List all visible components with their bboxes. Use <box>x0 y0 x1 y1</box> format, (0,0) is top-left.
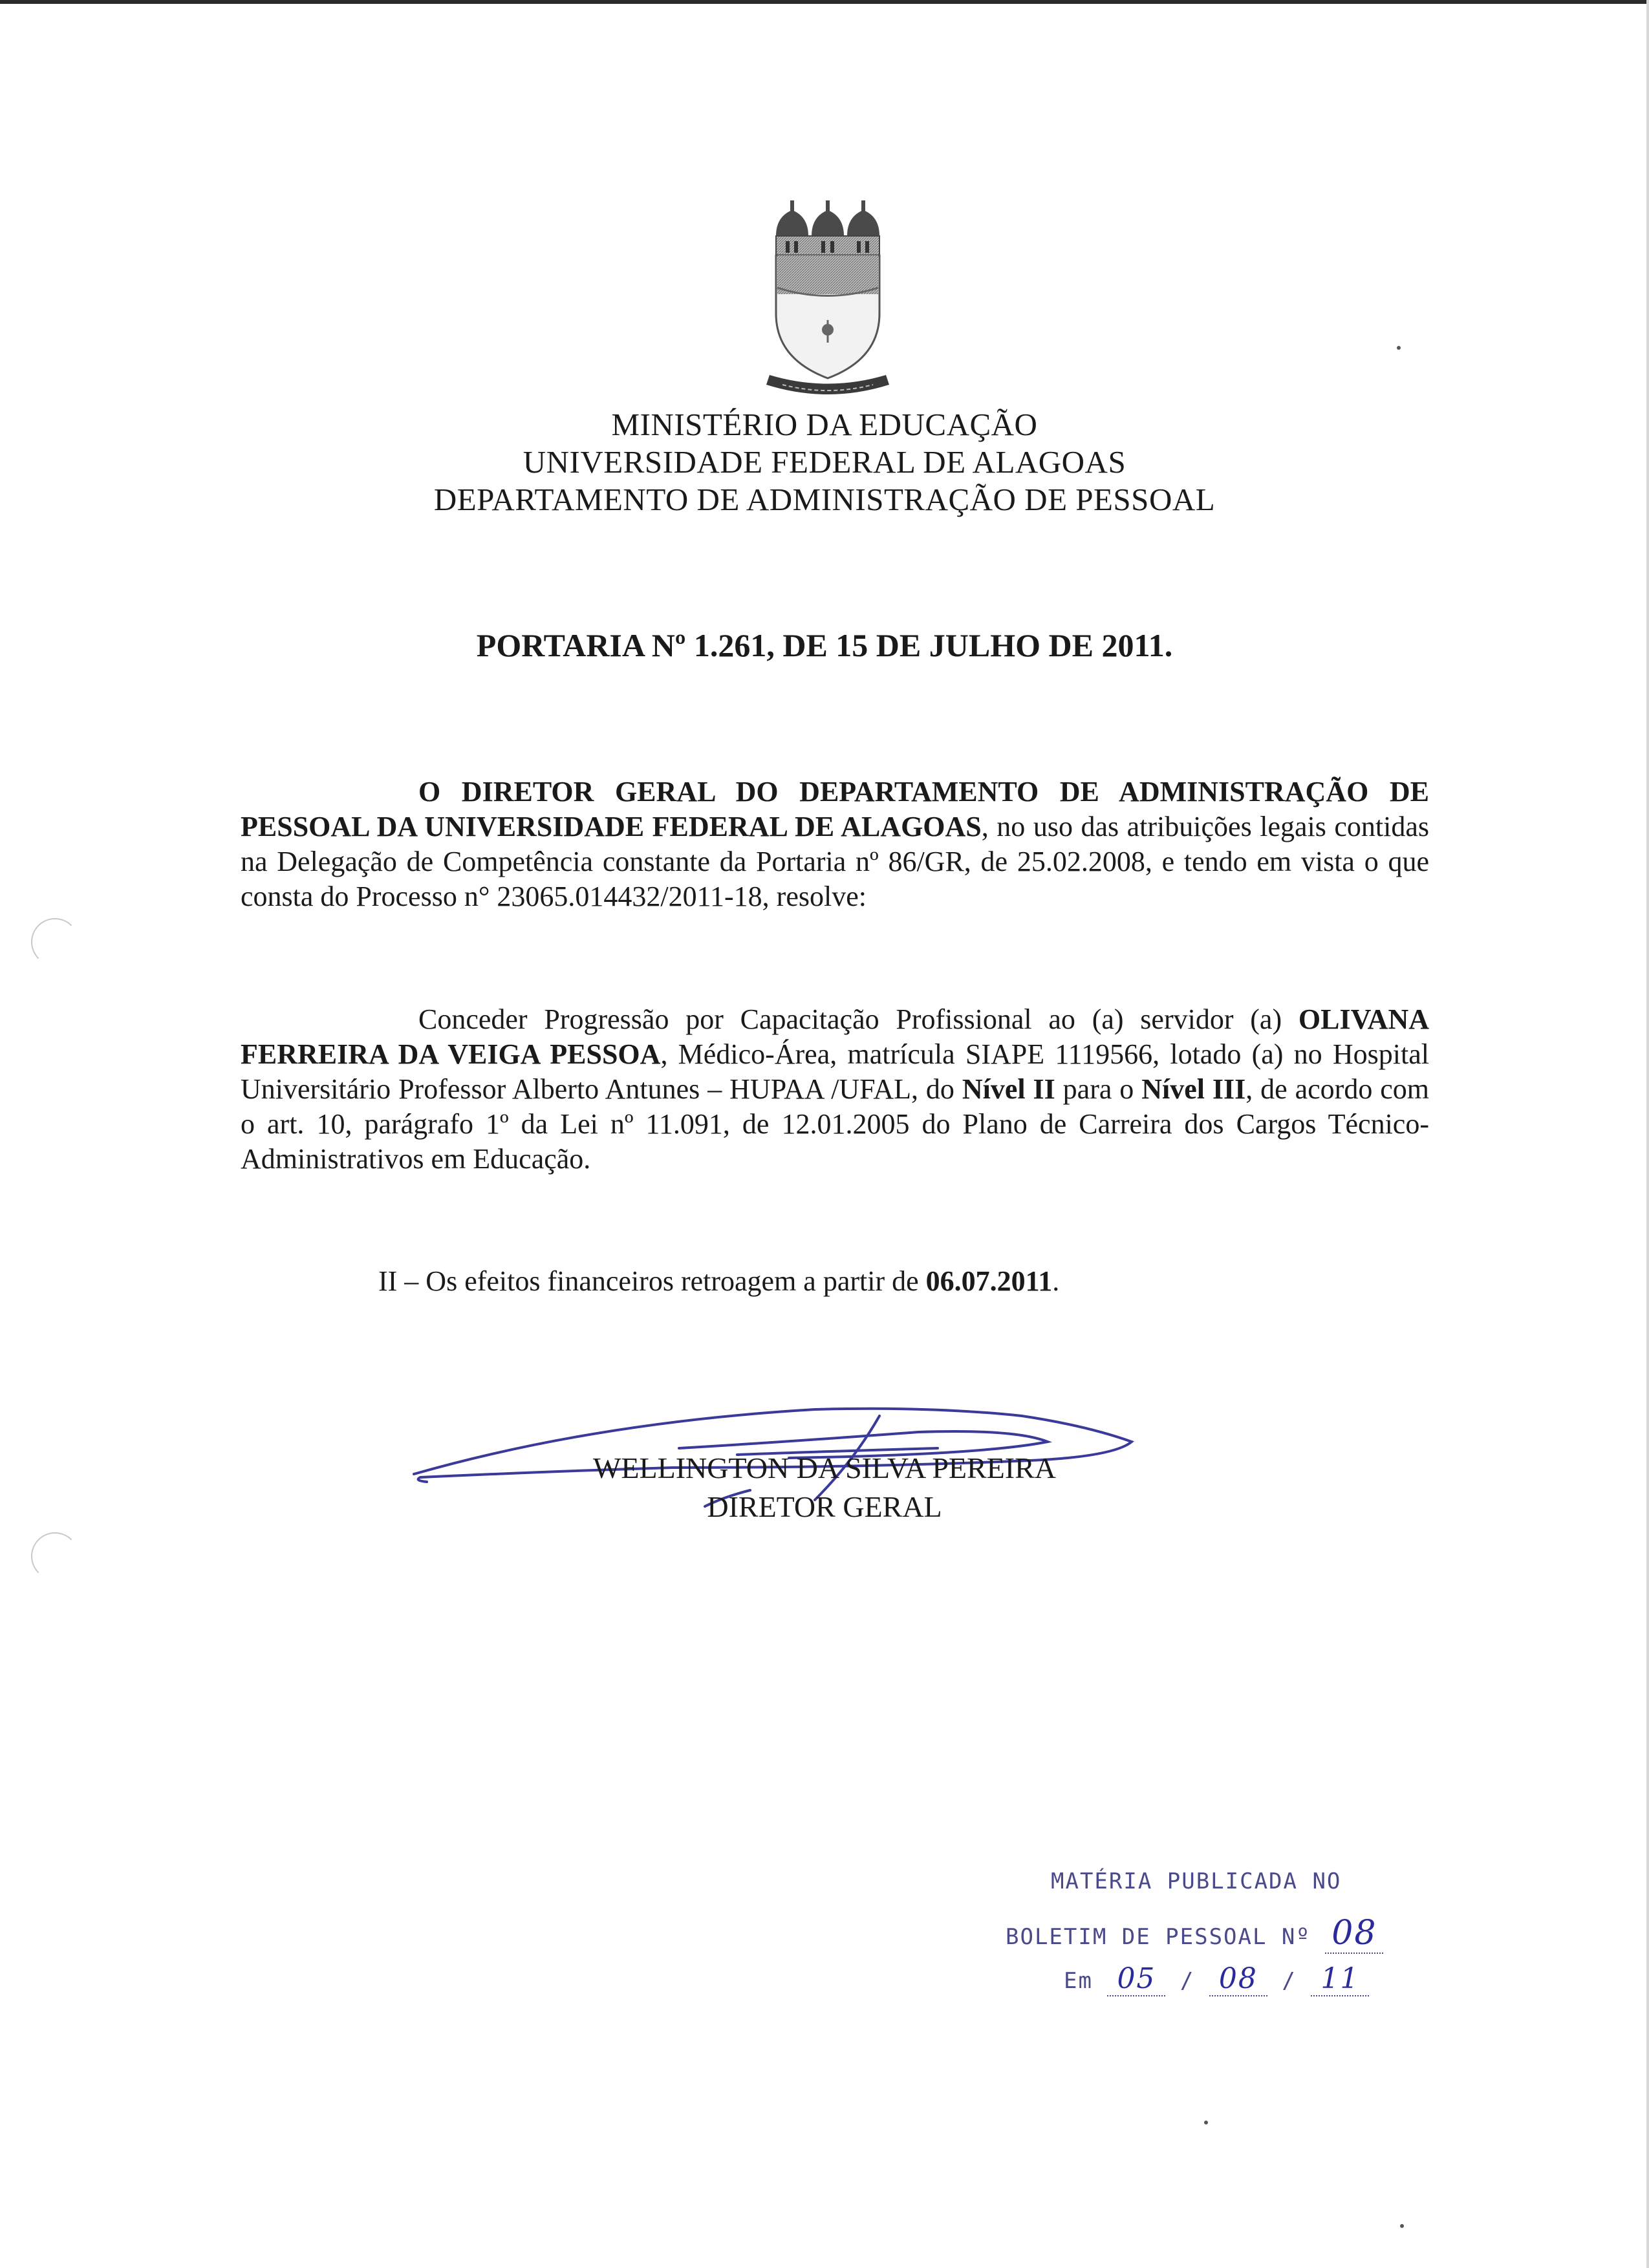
preamble-text: , no uso das atribuições legais contidas na Delegação de Competência constante da Portaria nº 86/GR, de 25.02.2008, e tendo em vista o que consta do Processo n° 23065.014432/2011-18, resolve: <box>241 811 1430 912</box>
effective-date: 06.07.2011 <box>925 1265 1053 1297</box>
article-2-paragraph <box>241 1264 1429 1299</box>
publication-stamp <box>1006 1868 1406 2024</box>
punch-hole-mark <box>31 918 79 966</box>
header-university: UNIVERSIDADE FEDERAL DE ALAGOAS <box>523 444 1126 480</box>
stamp-month: 08 <box>1218 1962 1258 1995</box>
ordinance-title: PORTARIA Nº 1.261, DE 15 DE JULHO DE 2011. <box>476 627 1173 663</box>
document-header <box>0 406 1649 519</box>
article-1-mid1: , Médico-Área, matrícula SIAPE 1119566, lotado (a) no Hospital Universitário Professor Alberto Antunes – HUPAA /UFAL, do <box>241 1038 1430 1105</box>
scan-speck <box>1400 2224 1404 2228</box>
article-2-tail: . <box>1052 1265 1060 1297</box>
header-ministry: MINISTÉRIO DA EDUCAÇÃO <box>611 407 1038 442</box>
stamp-bulletin-number: 08 <box>1331 1914 1377 1952</box>
punch-hole-mark <box>31 1532 79 1580</box>
stamp-separator: / <box>1180 1968 1195 1994</box>
header-department: DEPARTAMENTO DE ADMINISTRAÇÃO DE PESSOAL <box>433 482 1216 517</box>
stamp-day: 05 <box>1117 1962 1156 1995</box>
article-1-tail: , de acordo com o art. 10, parágrafo 1º da Lei nº 11.091, de 12.01.2005 do Plano de Carreira dos Cargos Técnico-Administrativos em Educação. <box>241 1073 1430 1175</box>
university-crest-icon <box>763 191 892 404</box>
preamble-paragraph <box>241 775 1429 914</box>
scan-right-edge <box>1646 0 1649 2268</box>
signatory-role: DIRETOR GERAL <box>707 1490 942 1523</box>
scan-speck <box>1204 2121 1208 2124</box>
preamble-authority: O DIRETOR GERAL DO DEPARTAMENTO DE ADMINISTRAÇÃO DE PESSOAL DA UNIVERSIDADE FEDERAL DE ALAGOAS <box>241 776 1429 842</box>
scan-top-edge <box>0 0 1649 4</box>
stamp-line-1: MATÉRIA PUBLICADA NO <box>1051 1868 1342 1894</box>
signatory-name: WELLINGTON DA SILVA PEREIRA <box>592 1451 1056 1484</box>
stamp-date-label: Em <box>1064 1968 1093 1994</box>
article-2-lead: II – Os efeitos financeiros retroagem a partir de <box>378 1265 926 1297</box>
employee-name: OLIVANA FERREIRA DA VEIGA PESSOA <box>241 1003 1429 1070</box>
scan-speck <box>1397 346 1401 350</box>
stamp-bulletin-label: BOLETIM DE PESSOAL Nº <box>1006 1924 1311 1950</box>
stamp-separator: / <box>1282 1968 1297 1994</box>
level-from: Nível II <box>962 1073 1055 1105</box>
level-to: Nível III <box>1141 1073 1246 1105</box>
article-1-mid2: para o <box>1055 1073 1142 1105</box>
article-1-lead: Conceder Progressão por Capacitação Profissional ao (a) servidor (a) <box>418 1003 1299 1035</box>
stamp-line-2 <box>1006 1914 1383 1954</box>
article-1-paragraph <box>241 1002 1429 1177</box>
stamp-year: 11 <box>1320 1962 1360 1995</box>
stamp-line-3 <box>1064 1962 1369 1996</box>
